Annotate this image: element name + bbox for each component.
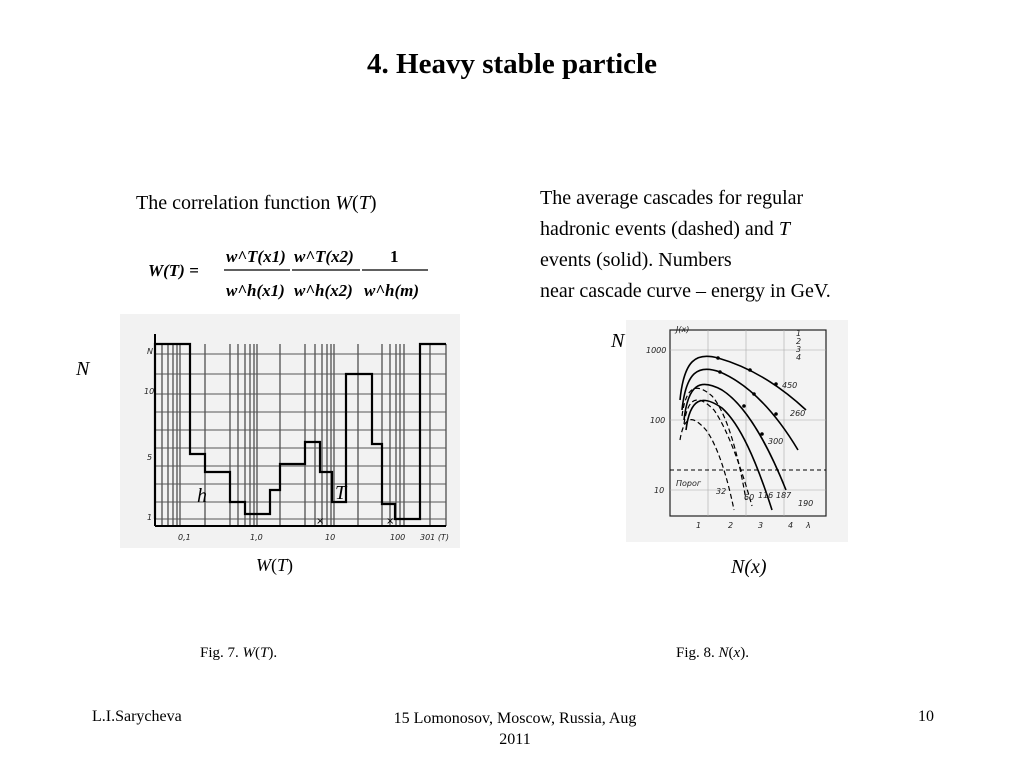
fig8-energy-300: 300 (768, 437, 784, 446)
fig8-x-label: N(x) (731, 556, 767, 578)
fig8-legend-4: 4 (796, 353, 802, 362)
description-line-1: The average cascades for regular (540, 187, 804, 209)
fig8-energy-260: 260 (790, 409, 806, 418)
correlation-label-func: W (335, 192, 353, 214)
fig7-histogram-image (120, 314, 460, 548)
formula-den3: w^h(m) (364, 281, 420, 300)
footer-conference-line-1: 15 Lomonosov, Moscow, Russia, Aug (393, 710, 637, 727)
fig7-x-label-arg: T (277, 555, 288, 575)
description-line-2-text: hadronic events (dashed) and (540, 218, 779, 240)
fig8-energy-60: 60 (744, 493, 755, 502)
formula-den1: w^h(x1) (226, 281, 285, 300)
fig7-xtick-3: 10 (325, 533, 336, 542)
fig8-xtick-3: 3 (758, 521, 764, 530)
correlation-label-arg: T (358, 192, 370, 214)
fig8-legend-3: 3 (796, 345, 802, 354)
fig8-energy-116: 116 (758, 491, 774, 500)
fig7-ytick-5: 5 (147, 453, 153, 462)
fig8-energy-187: 187 (776, 491, 792, 500)
fig7-ytick-n: N (147, 347, 153, 356)
correlation-label-text: The correlation function (136, 192, 336, 214)
fig8-legend-1: 1 (796, 329, 802, 338)
fig8-y-axis-title: J(x) (676, 325, 690, 334)
fig7-x-label-func: W (256, 555, 271, 575)
fig7-marker-2: × (386, 516, 395, 527)
footer-conference-line-2: 2011 (499, 731, 531, 748)
fig8-xtick-1: 1 (696, 521, 702, 530)
footer-author: L.I.Sarycheva (92, 708, 182, 725)
fig7-xtick-4: 100 (390, 533, 406, 542)
correlation-label-close: ) (369, 192, 377, 214)
fig7-caption-suffix: ). (268, 645, 278, 661)
fig7-marker-1: × (316, 516, 325, 527)
footer-page-number: 10 (918, 708, 934, 725)
fig7-caption: Fig. 7. W(T). (200, 645, 278, 661)
fig7-caption-arg: T (260, 645, 269, 661)
formula-num2: w^T(x2) (294, 247, 354, 266)
formula-den2: w^h(x2) (294, 281, 353, 300)
fig8-xtick-2: 2 (728, 521, 734, 530)
fig8-energy-190: 190 (798, 499, 814, 508)
formula-num3: 1 (390, 247, 399, 266)
footer-conference (360, 708, 670, 750)
description-line-2 (540, 214, 960, 245)
fig7-y-label: N (76, 358, 90, 380)
fig8-xtick-4: 4 (788, 521, 794, 530)
slide-title: 4. Heavy stable particle (367, 48, 657, 80)
fig8-energy-450: 450 (782, 381, 798, 390)
correlation-formula (148, 236, 438, 304)
formula-lhs: W(T) = (148, 261, 199, 280)
fig7-xtick-1: 0,1 (178, 533, 191, 542)
fig8-legend-2: 2 (796, 337, 802, 346)
fig8-threshold-label: Порог (676, 479, 702, 488)
fig7-caption-prefix: Fig. 7. (200, 645, 243, 661)
fig8-caption-prefix: Fig. 8. (676, 645, 719, 661)
fig8-ytick-100: 100 (650, 416, 666, 425)
fig7-region-T: T (335, 482, 347, 504)
fig8-y-label: N (611, 330, 625, 352)
description-line-2-T: T (778, 218, 790, 240)
formula-num1: w^T(x1) (226, 247, 286, 266)
fig8-energy-32: 32 (716, 487, 727, 496)
fig7-ytick-10: 10 (144, 387, 155, 396)
fig7-x-label: W(T) (256, 555, 294, 575)
description-line-4: near cascade curve – energy in GeV. (540, 280, 831, 302)
description-line-3: events (solid). Numbers (540, 249, 732, 271)
fig8-ytick-1000: 1000 (646, 346, 667, 355)
fig7-ytick-1: 1 (147, 513, 153, 522)
fig8-x-axis-symbol: λ (806, 521, 811, 530)
fig8-caption-arg: x (733, 645, 741, 661)
fig8-caption: Fig. 8. N(x). (676, 645, 749, 661)
fig8-ytick-10: 10 (654, 486, 665, 495)
fig7-region-h: h (197, 485, 207, 507)
correlation-function-label (136, 192, 377, 215)
fig8-caption-func: N (718, 645, 729, 661)
cascade-description (540, 183, 960, 307)
fig7-xtick-5: 301 (T) (420, 533, 449, 542)
correlation-label-open: ( (352, 192, 359, 214)
fig8-caption-suffix: ). (740, 645, 749, 661)
fig7-caption-func: W (242, 645, 256, 661)
fig7-xtick-2: 1,0 (250, 533, 263, 542)
fig8-cascade-image (626, 320, 848, 542)
